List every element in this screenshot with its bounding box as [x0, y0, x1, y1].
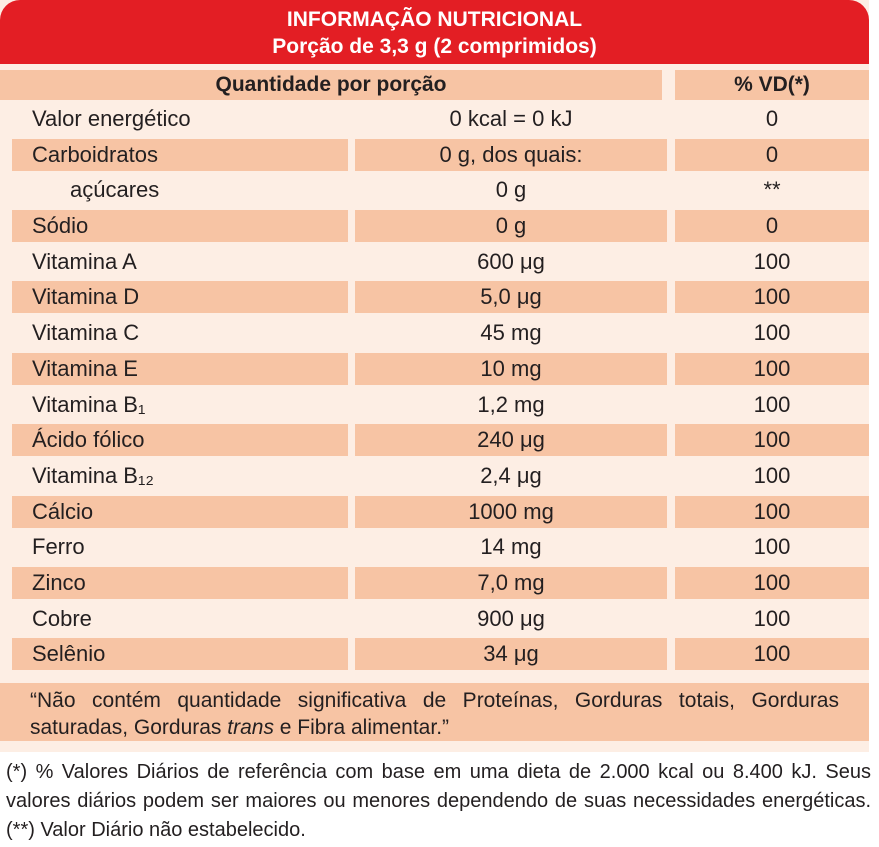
nutrient-amount: 2,4 μg [480, 462, 542, 488]
nutrient-vd: 0 [675, 139, 869, 171]
nutrient-name: Vitamina B₁ [32, 391, 146, 417]
nutrient-vd: 100 [675, 424, 869, 456]
nutrient-amount: 0 g [495, 177, 527, 203]
nutrient-name: Vitamina A [32, 248, 137, 274]
nutrient-vd: 100 [753, 605, 791, 631]
table-row [0, 638, 869, 674]
nutrient-name: Vitamina E [12, 353, 348, 385]
nutrient-name: Vitamina C [32, 320, 140, 346]
nutrient-amount: 240 μg [355, 424, 667, 456]
table-row [0, 317, 869, 353]
nutrient-amount: 14 mg [480, 534, 542, 560]
nutrient-name: Carboidratos [12, 139, 348, 171]
serving-size: Porção de 3,3 g (2 comprimidos) [272, 35, 597, 58]
table-row [0, 353, 869, 389]
nutrient-vd: 100 [675, 281, 869, 313]
note-text-end: e Fibra alimentar.” [273, 716, 450, 739]
nutrient-amount: 600 μg [477, 248, 545, 274]
note-text-start: “Não contém quantidade significativa de Proteínas, Gorduras totais, Gorduras saturadas, Gorduras [30, 689, 839, 739]
table-row [0, 246, 869, 282]
nutrient-name: Ferro [32, 534, 85, 560]
nutrient-rows [0, 103, 869, 674]
nutrient-amount: 900 μg [477, 605, 545, 631]
note-text-italic: trans [227, 716, 274, 739]
column-header-quantity: Quantidade por porção [0, 70, 662, 100]
nutrient-amount: 45 mg [480, 320, 542, 346]
nutrient-name: açúcares [70, 177, 160, 203]
nutrient-name: Vitamina D [12, 281, 348, 313]
table-row [0, 424, 869, 460]
nutrient-name: Vitamina B₁₂ [32, 462, 154, 488]
table-row [0, 281, 869, 317]
nutrient-name: Zinco [12, 567, 348, 599]
table-row [0, 210, 869, 246]
nutrient-name: Selênio [12, 638, 348, 670]
table-header [0, 0, 869, 64]
table-row [0, 531, 869, 567]
nutrient-amount: 0 g, dos quais: [355, 139, 667, 171]
nutrient-vd: 0 [675, 210, 869, 242]
nutrient-amount: 1000 mg [355, 496, 667, 528]
table-title: INFORMAÇÃO NUTRICIONAL [286, 8, 583, 31]
nutrient-vd: 100 [753, 248, 791, 274]
nutrient-amount: 0 kcal = 0 kJ [449, 106, 573, 131]
column-header-vd: % VD(*) [675, 70, 869, 100]
table-row [0, 603, 869, 639]
nutrient-name: Cobre [32, 605, 92, 631]
nutrient-amount: 1,2 mg [477, 391, 545, 417]
nutrient-amount: 7,0 mg [355, 567, 667, 599]
table-row [0, 496, 869, 532]
nutrient-amount: 5,0 μg [355, 281, 667, 313]
nutrient-name: Sódio [12, 210, 348, 242]
nutrient-name: Cálcio [12, 496, 348, 528]
nutrient-vd: 100 [753, 534, 791, 560]
table-row [0, 103, 869, 139]
nutrient-vd: 0 [765, 106, 779, 131]
table-row [0, 389, 869, 425]
nutrient-amount: 10 mg [355, 353, 667, 385]
nutrient-name: Ácido fólico [12, 424, 348, 456]
nutrient-name: Valor energético [32, 106, 191, 131]
nutrient-vd: 100 [753, 320, 791, 346]
nutrient-vd: 100 [753, 391, 791, 417]
nutrient-amount: 34 μg [355, 638, 667, 670]
table-row [0, 460, 869, 496]
nutrient-vd: 100 [675, 496, 869, 528]
table-row [0, 174, 869, 210]
nutrient-vd: ** [763, 177, 781, 203]
not-significant-note [0, 683, 869, 741]
table-row [0, 567, 869, 603]
nutrient-vd: 100 [675, 638, 869, 670]
nutrient-amount: 0 g [355, 210, 667, 242]
nutrient-vd: 100 [675, 567, 869, 599]
nutrient-vd: 100 [675, 353, 869, 385]
nutrient-vd: 100 [753, 462, 791, 488]
table-row [0, 139, 869, 175]
footnote: (*) % Valores Diários de referência com base em uma dieta de 2.000 kcal ou 8.400 kJ. Seus valores diários podem ser maiores ou menores dependendo de suas necessidades energéticas. (**) Valor Diário não estabelecido. [6, 761, 871, 841]
